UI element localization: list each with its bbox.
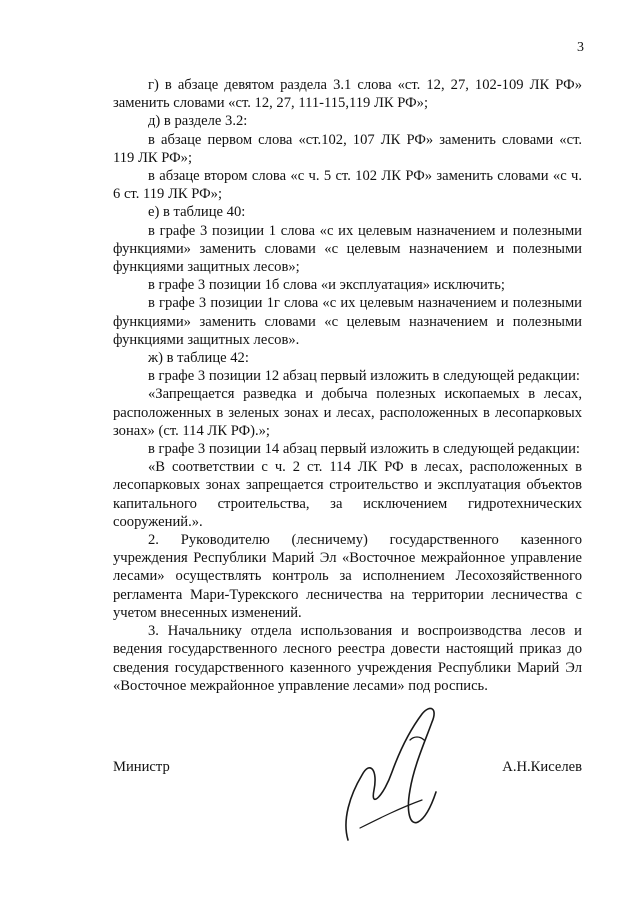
paragraph-d: д) в разделе 3.2:	[148, 113, 248, 130]
handwritten-signature-icon	[340, 700, 450, 850]
paragraph-e-pos1g: в графе 3 позиции 1г слова «с их целевым назначением и полезными функциями» заменить словами «с целевым назначением и полезными функциями защитных лесов».	[113, 295, 582, 348]
paragraph-g: г) в абзаце девятом раздела 3.1 слова «ст. 12, 27, 102-109 ЛК РФ» заменить словами «ст. 12, 27, 111-115,119 ЛК РФ»;	[113, 77, 582, 112]
paragraph-d-first: в абзаце первом слова «ст.102, 107 ЛК РФ» заменить словами «ст. 119 ЛК РФ»;	[113, 131, 582, 166]
paragraph-zh-pos12: в графе 3 позиции 12 абзац первый изложить в следующей редакции:	[148, 368, 580, 385]
paragraph-item-3: 3. Начальнику отдела использования и воспроизводства лесов и ведения государственного лесного реестра довести настоящий приказ до сведения государственного казенного учреждения Республики Марий Эл «Восточное межрайонное управление лесами» под роспись.	[113, 623, 582, 694]
signer-name: А.Н.Киселев	[502, 759, 582, 775]
paragraph-e-pos1: в графе 3 позиции 1 слова «с их целевым назначением и полезными функциями» заменить словами «с целевым назначением и полезными функциями защитных лесов»;	[113, 222, 582, 276]
paragraph-zh-pos12-text: «Запрещается разведка и добыча полезных ископаемых в лесах, расположенных в зеленых зонах и лесах, расположенных в лесопарковых зонах» (ст. 114 ЛК РФ).»;	[113, 386, 582, 439]
paragraph-e-pos1b: в графе 3 позиции 1б слова «и эксплуатация» исключить;	[148, 277, 505, 294]
paragraph-d-second: в абзаце втором слова «с ч. 5 ст. 102 ЛК РФ» заменить словами «с ч. 6 ст. 119 ЛК РФ»;	[113, 168, 582, 203]
signer-title: Министр	[113, 759, 170, 775]
paragraph-zh-pos14-text: «В соответствии с ч. 2 ст. 114 ЛК РФ в лесах, расположенных в лесопарковых зонах запрещается строительство и эксплуатация объектов капитального строительства, за исключением гидротехнических сооружений.».	[113, 459, 582, 530]
paragraph-zh-pos14: в графе 3 позиции 14 абзац первый изложить в следующей редакции:	[148, 441, 580, 458]
paragraph-zh: ж) в таблице 42:	[148, 350, 249, 367]
paragraph-item-2: 2. Руководителю (лесничему) государственного казенного учреждения Республики Марий Эл «Восточное межрайонное управление лесами» осуществлять контроль за исполнением Лесохозяйственного регламента Мари-Турекского лесничества на территории лесничества с учетом внесенных изменений.	[113, 532, 582, 621]
document-body	[113, 76, 582, 695]
page-number: 3	[577, 40, 584, 55]
paragraph-e: е) в таблице 40:	[148, 204, 246, 221]
